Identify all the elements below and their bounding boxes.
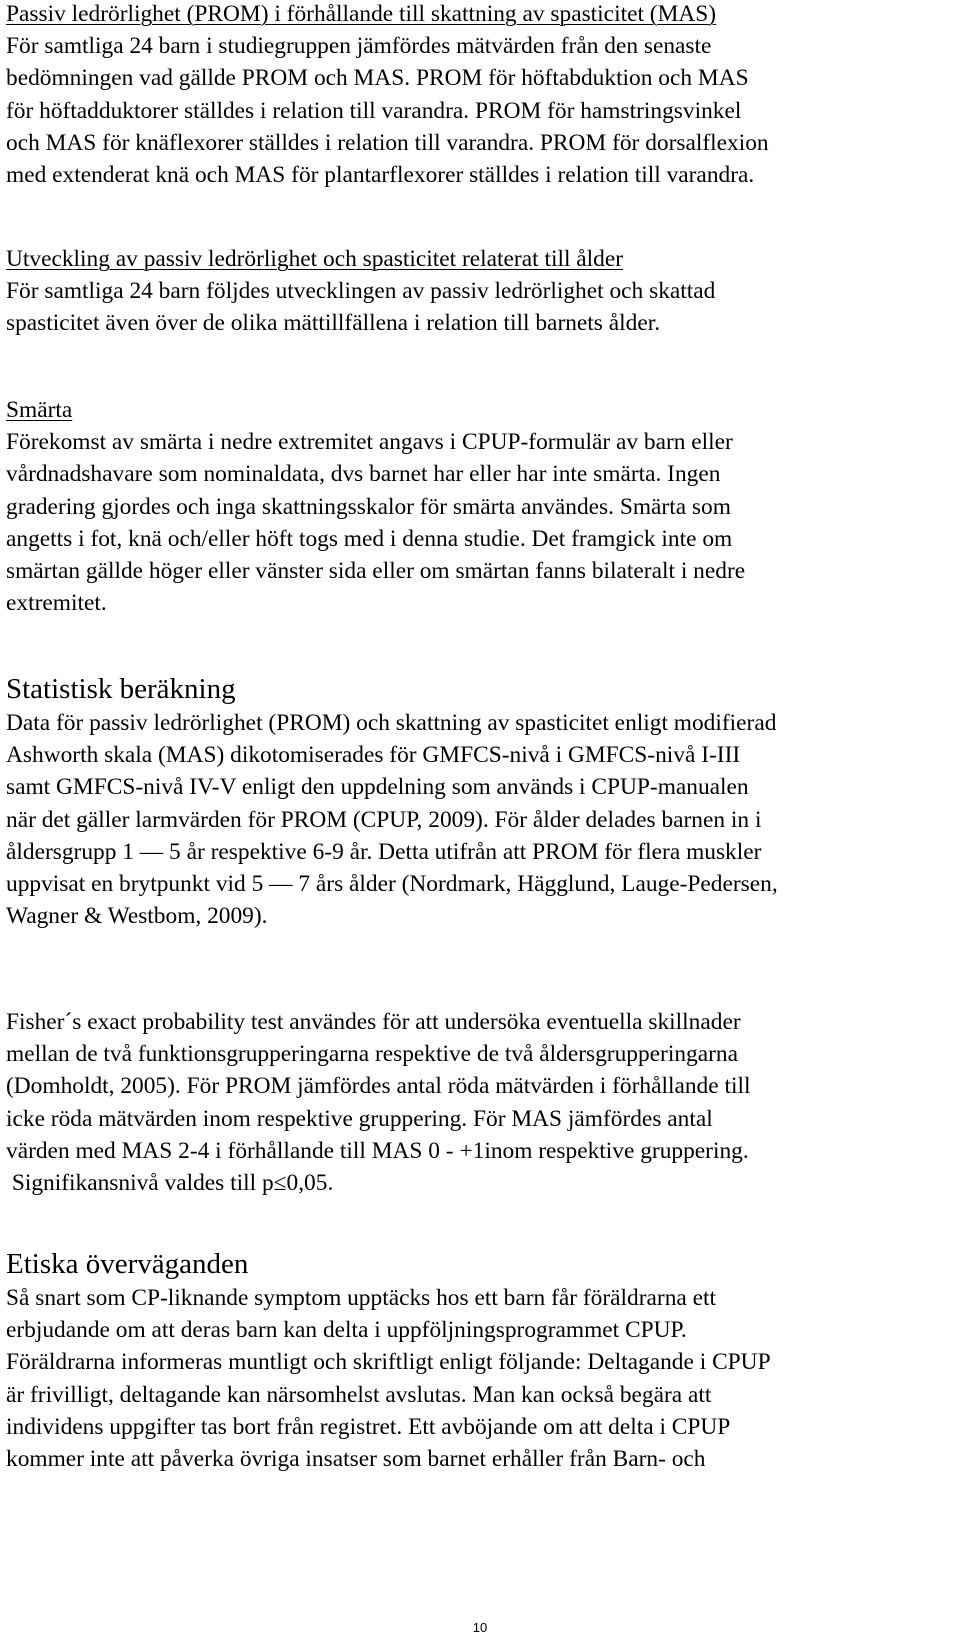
section-heading: Utveckling av passiv ledrörlighet och spasticitet relaterat till ålder — [6, 246, 624, 272]
section-prom-mas — [6, 0, 769, 191]
paragraph-line: Data för passiv ledrörlighet (PROM) och skattning av spasticitet enligt modifierad — [6, 710, 777, 736]
paragraph-line: angetts i fot, knä och/eller höft togs med i denna studie. Det framgick inte om — [6, 525, 733, 552]
paragraph-line: Signifikansnivå valdes till p≤0,05. — [6, 1169, 334, 1196]
paragraph-line: kommer inte att påverka övriga insatser som barnet erhåller från Barn- och — [6, 1445, 706, 1472]
paragraph-line: vårdnadshavare som nominaldata, dvs barnet har eller har inte smärta. Ingen — [6, 461, 721, 488]
paragraph-line: För samtliga 24 barn följdes utvecklingen av passiv ledrörlighet och skattad — [6, 278, 716, 305]
paragraph-line: smärtan gällde höger eller vänster sida eller om smärtan fanns bilateralt i nedre — [6, 557, 746, 584]
paragraph-line: Ashworth skala (MAS) dikotomiserades för GMFCS-nivå i GMFCS-nivå I-III — [6, 742, 741, 769]
paragraph-line: och MAS för knäflexorer ställdes i relation till varandra. PROM för dorsalflexion — [6, 129, 769, 156]
paragraph-line: För samtliga 24 barn i studiegruppen jämfördes mätvärden från den senaste — [6, 33, 712, 60]
section-statistisk-berakning — [6, 671, 778, 932]
paragraph-line: åldersgrupp 1 — 5 år respektive 6-9 år. Detta utifrån att PROM för flera muskler — [6, 838, 762, 865]
paragraph-line: värden med MAS 2-4 i förhållande till MAS 0 - +1inom respektive gruppering. — [6, 1137, 749, 1164]
section-heading: Etiska överväganden — [6, 1248, 249, 1280]
paragraph-line: bedömningen vad gällde PROM och MAS. PROM för höftabduktion och MAS — [6, 65, 749, 92]
page-number: 10 — [472, 1620, 488, 1635]
paragraph-line: icke röda mätvärden inom respektive gruppering. För MAS jämfördes antal — [6, 1105, 713, 1132]
paragraph-line: spasticitet även över de olika mättillfällena i relation till barnets ålder. — [6, 310, 661, 337]
section-smarta — [6, 394, 745, 619]
paragraph-line: Fisher´s exact probability test användes för att undersöka eventuella skillnader — [6, 1009, 741, 1035]
section-heading: Statistisk beräkning — [6, 673, 236, 705]
paragraph-line: samt GMFCS-nivå IV-V enligt den uppdelning som används i CPUP-manualen — [6, 774, 749, 801]
paragraph-line: Föräldrarna informeras muntligt och skriftligt enligt följande: Deltagande i CPUP — [6, 1349, 771, 1376]
paragraph-line: med extenderat knä och MAS för plantarflexorer ställdes i relation till varandra. — [6, 161, 755, 188]
paragraph-line: erbjudande om att deras barn kan delta i uppföljningsprogrammet CPUP. — [6, 1317, 687, 1344]
paragraph-line: mellan de två funktionsgrupperingarna respektive de två åldersgrupperingarna — [6, 1041, 738, 1068]
paragraph-line: gradering gjordes och inga skattningsskalor för smärta användes. Smärta som — [6, 493, 731, 520]
section-heading: Passiv ledrörlighet (PROM) i förhållande till skattning av spasticitet (MAS) — [6, 1, 717, 27]
paragraph-line: när det gäller larmvärden för PROM (CPUP, 2009). För ålder delades barnen in i — [6, 806, 762, 833]
paragraph-line: (Domholdt, 2005). För PROM jämfördes antal röda mätvärden i förhållande till — [6, 1073, 751, 1100]
paragraph-line: individens uppgifter tas bort från registret. Ett avböjande om att delta i CPUP — [6, 1413, 731, 1440]
paragraph-line: är frivilligt, deltagande kan närsomhelst avslutas. Man kan också begära att — [6, 1381, 712, 1408]
paragraph-line: Wagner & Westbom, 2009). — [6, 903, 268, 930]
paragraph-line: för höftadduktorer ställdes i relation till varandra. PROM för hamstringsvinkel — [6, 97, 742, 124]
section-heading: Smärta — [6, 397, 73, 423]
paragraph-line: Så snart som CP-liknande symptom upptäcks hos ett barn får föräldrarna ett — [6, 1285, 716, 1311]
section-etiska-overvaganden — [6, 1246, 771, 1475]
paragraph-line: Förekomst av smärta i nedre extremitet angavs i CPUP-formulär av barn eller — [6, 429, 733, 456]
paragraph-line: uppvisat en brytpunkt vid 5 — 7 års ålder (Nordmark, Hägglund, Lauge-Pedersen, — [6, 870, 778, 897]
section-utveckling — [6, 243, 715, 340]
section-statistisk-berakning-p2 — [6, 1006, 750, 1199]
paragraph-line: extremitet. — [6, 590, 107, 617]
